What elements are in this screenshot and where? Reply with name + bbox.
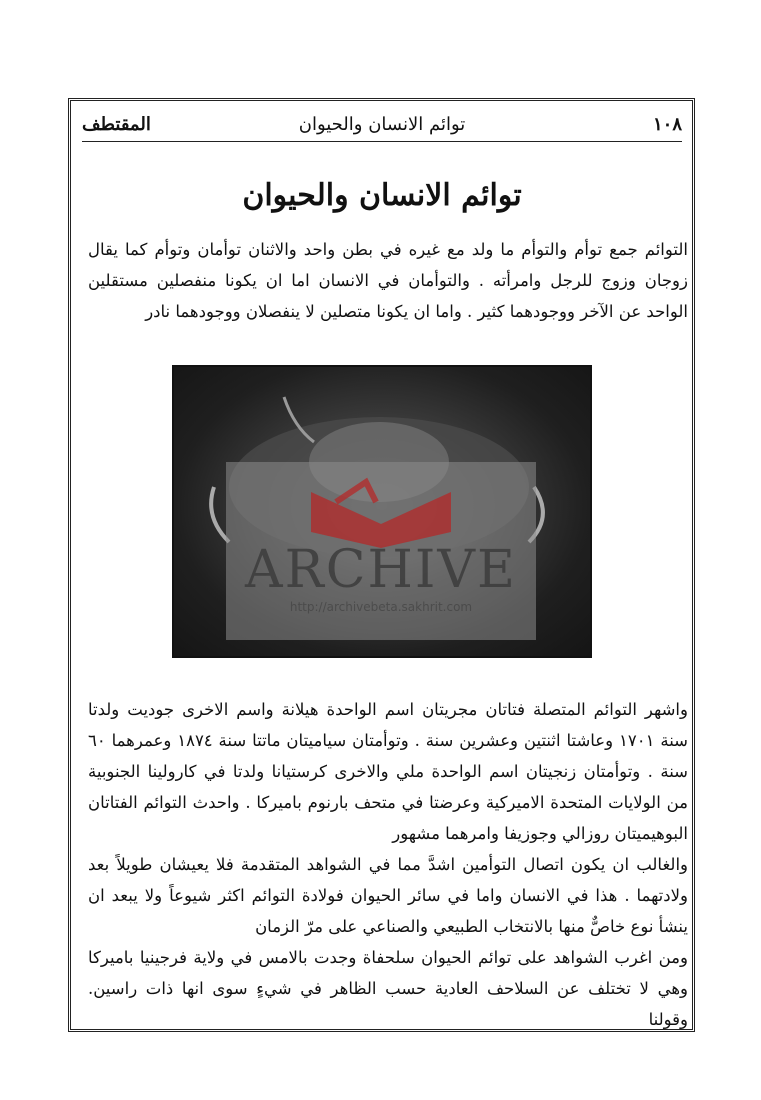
paragraph-animal-twins: والغالب ان يكون اتصال التوأمين اشدَّ مما في الشواهد المتقدمة فلا يعيشان طويلاً بعد ولادتهما . هذا في الانسان واما في سائر الحيوان فولادة التوائم اكثر شيوعاً ولا يبعد ان ينشأ نوع خاصٌّ منها بالانتخاب الطبيعي والصناعي على مرّ الزمان <box>88 855 688 936</box>
running-title: توائم الانسان والحيوان <box>298 113 466 135</box>
journal-name: المقتطف <box>82 113 151 135</box>
paragraph-turtle: ومن اغرب الشواهد على توائم الحيوان سلحفاة وجدت بالامس في ولاية فرجينيا باميركا وهي لا تختلف عن السلاحف العادية حسب الظاهر في شيءٍ سوى انها ذات راسين. وقولنا <box>88 948 688 1029</box>
page-number: ١٠٨ <box>652 113 682 135</box>
watermark-url: http://archivebeta.sakhrit.com <box>289 600 473 614</box>
page-header <box>82 107 682 142</box>
paragraph-intro: التوائم جمع توأم والتوأم ما ولد مع غيره في بطن واحد والاثنان توأمان وتوأم كما يقال زوجان وزوج للرجل وامرأته . والتوأمان في الانسان اما ان يكونا منفصلين مستقلين الواحد عن الآخر ووجودهما كثير . واما ان يكونا متصلين لا ينفصلان ووجودهما نادر <box>88 240 688 321</box>
article-title: توائم الانسان والحيوان <box>242 178 522 213</box>
article-body <box>88 694 688 1035</box>
watermark-text: ARCHIVE <box>245 540 517 600</box>
archive-watermark <box>226 462 536 640</box>
paragraph-conjoined-examples: واشهر التوائم المتصلة فتاتان مجريتان اسم الواحدة هيلانة واسم الاخرى جوديت ولدتا سنة ١٧٠١ وعاشتا اثنتين وعشرين سنة . وتوأمتان سياميتان ماتتا سنة ١٨٧٤ وعمرهما ٦٠ سنة . وتوأمتان زنجيتان اسم الواحدة ملي والاخرى كرستيانا ولدتا في كارولينا الجنوبية من الولايات المتحدة الاميركية وعرضتا في متحف بارنوم باميركا . واحدث التوائم الفتاتان البوهيميتان روزالي وجوزيفا وامرهما مشهور <box>88 700 688 843</box>
